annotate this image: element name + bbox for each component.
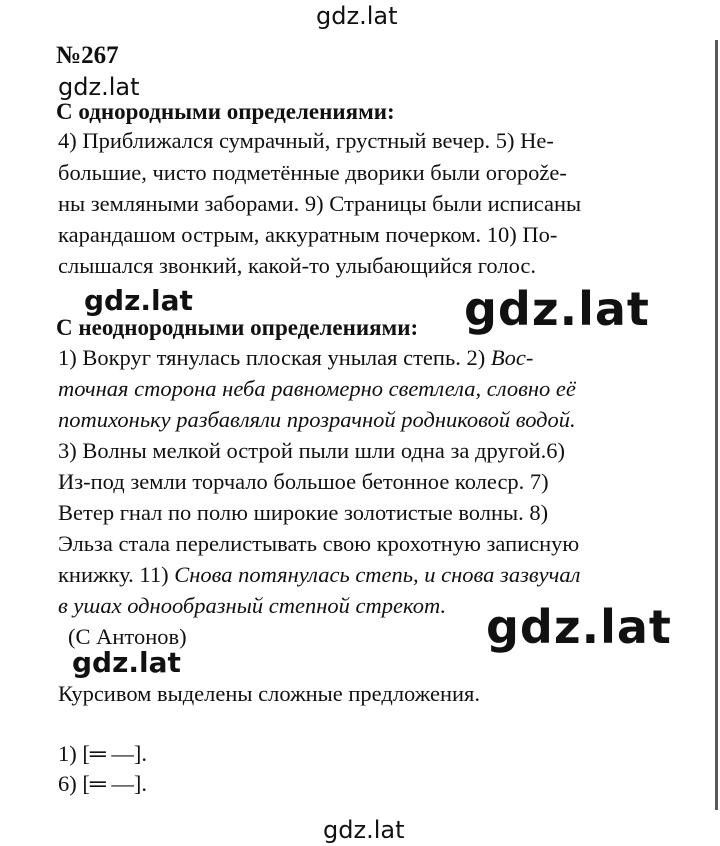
note: Курсивом выделены сложные предложения. [58,681,481,706]
text-line-italic: потихоньку разбавляли прозрачной родниковой водой. [58,407,576,432]
exercise-number: №267 [56,42,119,69]
text-line: слышался звонкий, какой-то улыбающийся голос. [58,253,536,278]
text-line: книжку. 11) Снова потянулась степь, и снова зазвучал [58,562,581,587]
watermark: gdz.lat [84,284,193,317]
text-line-italic: точная сторона неба равномерно светлела, словно её [58,376,576,401]
text-line: ны земляными заборами. 9) Страницы были исписаны [58,191,582,216]
text-line: большие, чисто подметённые дворики были огорože- [58,160,567,185]
text-line: 1) Вокруг тянулась плоская унылая степь. 2) Вос- [58,345,534,370]
watermark-bottom: gdz.lat [323,816,405,844]
section-heading: С однородными определениями: [56,99,395,124]
watermark: gdz.lat [464,282,650,336]
text-line-italic: в ушах однообразный степной стрекот. [58,593,447,618]
watermark: gdz.lat [72,646,181,679]
text-line: карандашом острым, аккуратным почерком. 10) По- [58,222,558,247]
author: (С Антонов) [68,624,187,649]
watermark: gdz.lat [58,73,140,101]
text-line: Ветер гнал по полю широкие золотистые волны. 8) [58,500,549,525]
text-line: 4) Приближался сумрачный, грустный вечер. 5) Не- [58,128,554,153]
section-heading: С неоднородными определениями: [56,315,419,340]
watermark: gdz.lat [486,600,672,654]
scheme: 6) [═ —]. [58,771,148,796]
page-edge-shadow [709,40,718,810]
text-line: Из-под земли торчало большое бетонное колеср. 7) [58,469,549,494]
scheme: 1) [═ —]. [58,741,148,766]
watermark-top: gdz.lat [316,2,398,30]
text-line: 3) Волны мелкой острой пыли шли одна за другой.6) [58,438,566,463]
text-line: Эльза стала перелистывать свою крохотную записную [58,531,580,556]
